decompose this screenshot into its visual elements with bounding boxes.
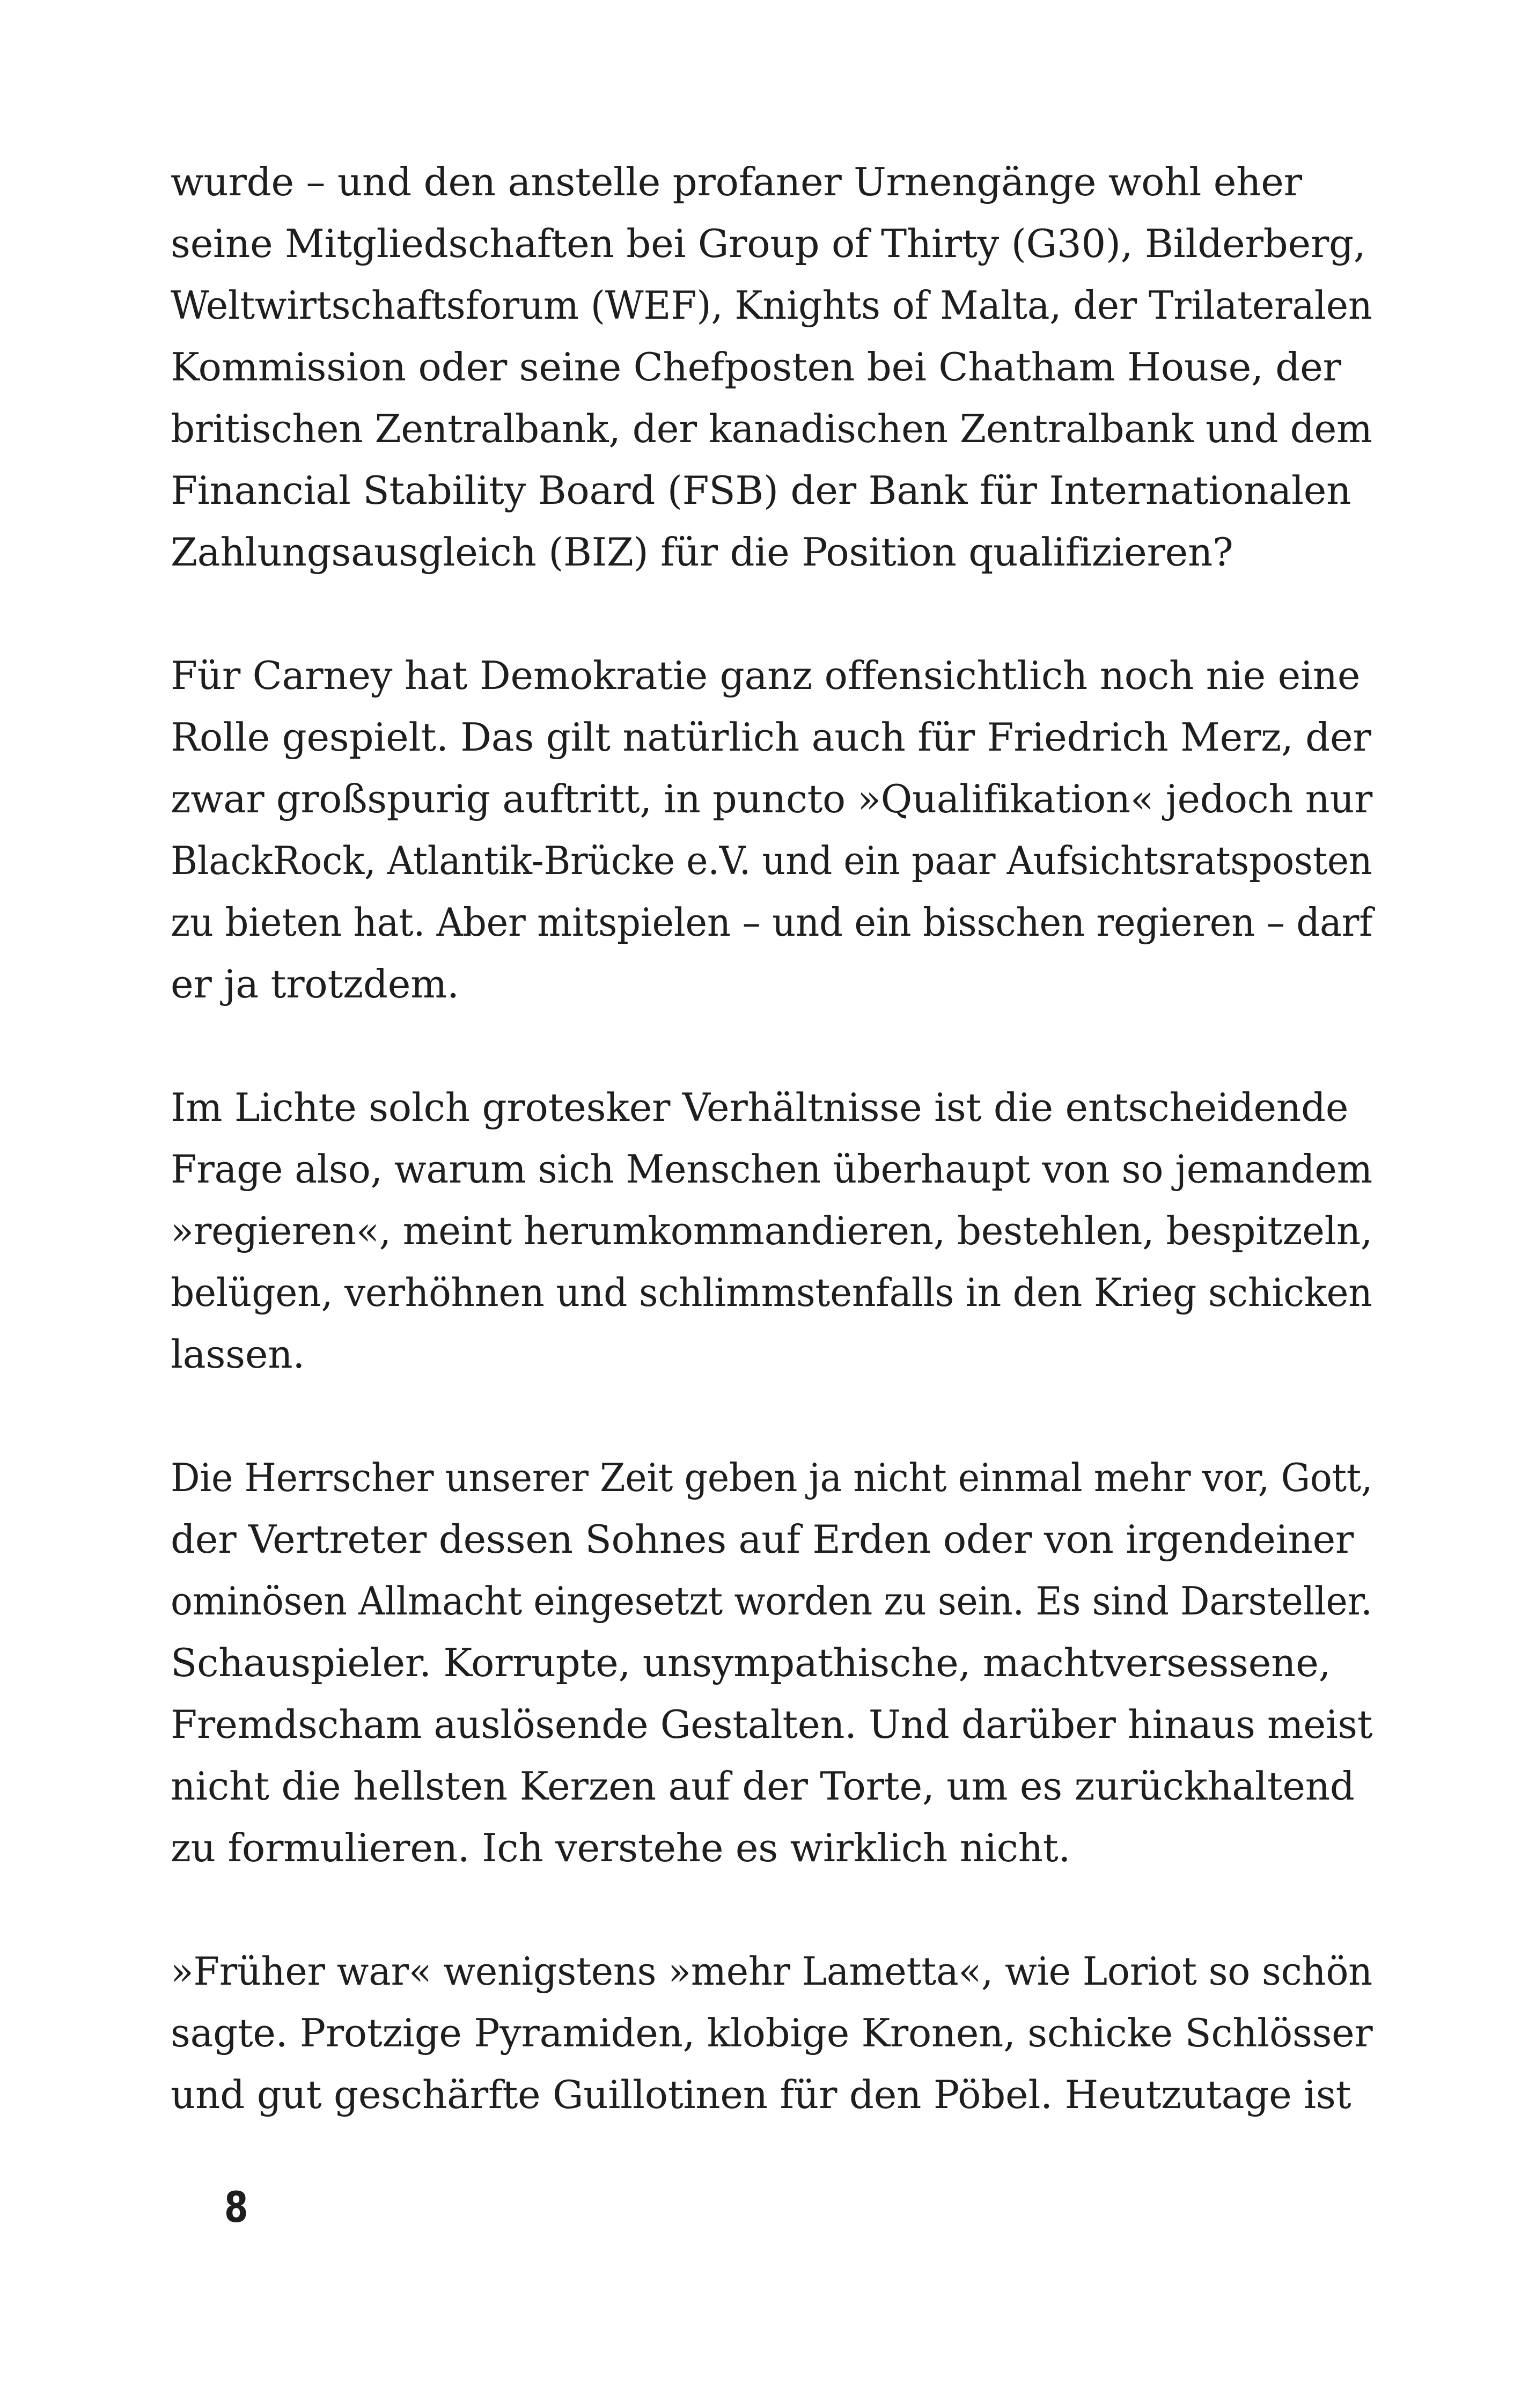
text-line: ominösen Allmacht eingesetzt worden zu sein. Es sind Darsteller.: [171, 1579, 1372, 1624]
page-number: 8: [224, 2184, 248, 2232]
text-line: sagte. Protzige Pyramiden, klobige Kronen, schicke Schlösser: [171, 2010, 1373, 2055]
text-line: Financial Stability Board (FSB) der Bank für Internationalen: [171, 468, 1351, 513]
body-text: [171, 151, 1372, 2126]
text-line: zu formulieren. Ich verstehe es wirklich nicht.: [171, 1825, 1071, 1870]
text-line: Fremdscham auslösende Gestalten. Und darüber hinaus meist: [171, 1702, 1373, 1747]
text-line: »regieren«, meint herumkommandieren, bestehlen, bespitzeln,: [171, 1208, 1373, 1253]
text-line: zu bieten hat. Aber mitspielen – und ein bisschen regieren – darf: [171, 900, 1373, 945]
text-line: Im Lichte solch grotesker Verhältnisse ist die entscheidende: [171, 1085, 1349, 1130]
text-line: BlackRock, Atlantik-Brücke e.V. und ein paar Aufsichtsratsposten: [171, 838, 1372, 883]
text-line: Zahlungsausgleich (BIZ) für die Position qualifizieren?: [171, 530, 1233, 575]
paragraph-3: [171, 1077, 1372, 1385]
text-line: Weltwirtschaftsforum (WEF), Knights of Malta, der Trilateralen: [171, 283, 1372, 328]
text-line: Frage also, warum sich Menschen überhaupt von so jemandem: [171, 1147, 1372, 1192]
text-line: nicht die hellsten Kerzen auf der Torte, um es zurückhaltend: [171, 1764, 1355, 1809]
text-line: zwar großspurig auftritt, in puncto »Qualifikation« jedoch nur: [171, 776, 1373, 821]
text-line: Die Herrscher unserer Zeit geben ja nicht einmal mehr vor, Gott,: [171, 1455, 1373, 1500]
paragraph-1: [171, 151, 1372, 583]
paragraph-5: [171, 1941, 1372, 2126]
text-line: Schauspieler. Korrupte, unsympathische, machtversessene,: [171, 1640, 1331, 1685]
paragraph-2: [171, 645, 1372, 1015]
paragraph-4: [171, 1447, 1372, 1879]
text-line: der Vertreter dessen Sohnes auf Erden oder von irgendeiner: [171, 1517, 1354, 1562]
text-line: lassen.: [171, 1332, 305, 1377]
text-line: seine Mitgliedschaften bei Group of Thirty (G30), Bilderberg,: [171, 221, 1366, 266]
text-line: belügen, verhöhnen und schlimmstenfalls in den Krieg schicken: [171, 1270, 1372, 1315]
text-line: Für Carney hat Demokratie ganz offensichtlich noch nie eine: [171, 653, 1361, 698]
text-line: Kommission oder seine Chefposten bei Chatham House, der: [171, 344, 1341, 390]
text-line: britischen Zentralbank, der kanadischen Zentralbank und dem: [171, 406, 1372, 451]
text-line: wurde – und den anstelle profaner Urnengänge wohl eher: [171, 159, 1302, 204]
text-line: und gut geschärfte Guillotinen für den Pöbel. Heutzutage ist: [171, 2072, 1351, 2117]
text-line: er ja trotzdem.: [171, 961, 459, 1007]
text-line: »Früher war« wenigstens »mehr Lametta«, wie Loriot so schön: [171, 1949, 1372, 1994]
text-line: Rolle gespielt. Das gilt natürlich auch für Friedrich Merz, der: [171, 715, 1371, 760]
